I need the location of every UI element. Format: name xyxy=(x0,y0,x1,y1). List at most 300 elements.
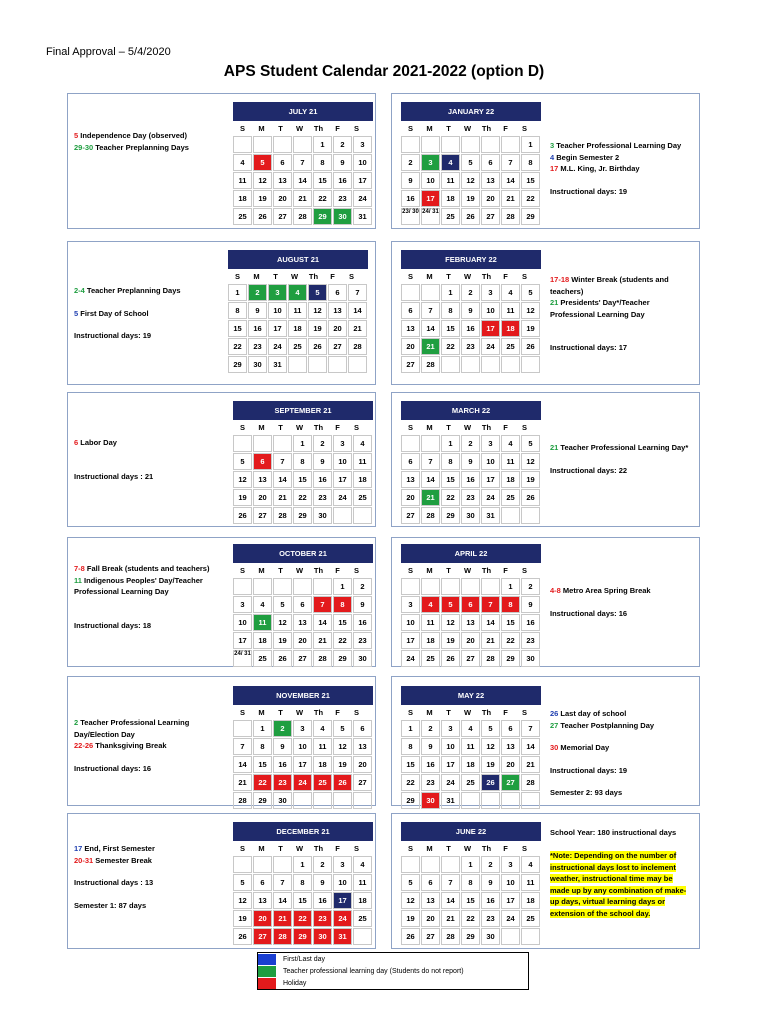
day-cell: 11 xyxy=(461,738,480,755)
day-cell: 8 xyxy=(501,596,520,613)
day-cell: 18 xyxy=(421,632,440,649)
day-cell: 13 xyxy=(401,471,420,488)
day-cell: 8 xyxy=(441,453,460,470)
day-cell: 22 xyxy=(521,190,540,207)
day-cell: 30 xyxy=(521,650,540,667)
day-cell: 20 xyxy=(401,338,420,355)
notes-january xyxy=(550,140,695,197)
day-cell: 7 xyxy=(348,284,367,301)
weekday-label: F xyxy=(335,844,340,853)
weekday-label: M xyxy=(426,844,433,853)
day-cell: 2 xyxy=(481,856,500,873)
day-cell: 22 xyxy=(441,489,460,506)
week-row xyxy=(401,856,541,874)
week-row xyxy=(228,338,368,356)
day-cell: 13 xyxy=(461,614,480,631)
note-line: made up by any combination of make- xyxy=(550,885,687,895)
weekday-label: S xyxy=(239,708,245,717)
calendar xyxy=(401,250,541,374)
note-line xyxy=(550,585,695,597)
week-row xyxy=(401,507,541,525)
week-row xyxy=(401,154,541,172)
note-line xyxy=(550,765,695,777)
day-cell: 15 xyxy=(293,892,312,909)
day-cell: 2 xyxy=(313,435,332,452)
note-text: Instructional days: 17 xyxy=(550,343,628,352)
weekday-label: Th xyxy=(313,708,324,717)
day-cell xyxy=(401,856,420,873)
day-cell: 20 xyxy=(293,632,312,649)
day-cell: 15 xyxy=(401,756,420,773)
week-row xyxy=(233,614,373,632)
note-line xyxy=(74,308,224,320)
day-cell xyxy=(273,136,292,153)
note-text: Instructional days: 22 xyxy=(550,465,628,475)
day-cell: 2 xyxy=(353,578,372,595)
day-cell: 24 xyxy=(401,650,420,667)
note-line xyxy=(550,442,695,454)
note-text: Thanksgiving Break xyxy=(93,741,167,750)
day-cell: 23 xyxy=(521,632,540,649)
note-text: Teacher Professional Learning Day* xyxy=(558,443,689,452)
day-cell: 25 xyxy=(353,910,372,927)
day-cell: 3 xyxy=(421,154,440,171)
week-row xyxy=(233,154,373,172)
weekday-label: S xyxy=(407,566,413,575)
calendar xyxy=(233,401,373,525)
day-cell: 14 xyxy=(348,302,367,319)
note-line xyxy=(550,186,695,198)
day-cell: 20 xyxy=(401,489,420,506)
day-cell: 22 xyxy=(461,910,480,927)
day-cell: 7 xyxy=(501,154,520,171)
weekday-label: Th xyxy=(481,272,492,281)
weekday-label: S xyxy=(353,708,359,717)
day-cell xyxy=(521,928,540,945)
day-cell: 10 xyxy=(501,874,520,891)
note-text: Semester 1: 87 days xyxy=(74,900,147,910)
week-row xyxy=(401,320,541,338)
day-cell: 11 xyxy=(288,302,307,319)
note-text: Labor Day xyxy=(78,438,117,447)
week-row xyxy=(233,792,373,810)
notes-april xyxy=(550,585,695,619)
day-cell: 14 xyxy=(421,471,440,488)
day-cell xyxy=(333,507,352,524)
day-cell: 10 xyxy=(268,302,287,319)
day-cell: 9 xyxy=(313,453,332,470)
weekday-label: W xyxy=(295,423,304,432)
weekday-label: T xyxy=(446,566,451,575)
day-cell: 2 xyxy=(461,284,480,301)
day-cell: 27 xyxy=(401,356,420,373)
day-cell: 11 xyxy=(233,172,252,189)
weekday-label: W xyxy=(463,423,472,432)
week-row xyxy=(233,489,373,507)
note-line xyxy=(550,286,695,298)
day-cell: 9 xyxy=(461,453,480,470)
day-cell: 17 xyxy=(333,892,352,909)
day-cell: 23/ 30 xyxy=(401,208,420,225)
week-row xyxy=(401,632,541,650)
legend-item xyxy=(258,965,528,977)
day-cell: 19 xyxy=(273,632,292,649)
day-cell: 21 xyxy=(348,320,367,337)
day-cell: 17 xyxy=(441,756,460,773)
day-cell xyxy=(481,136,500,153)
day-cell: 23 xyxy=(313,910,332,927)
day-cell: 19 xyxy=(461,190,480,207)
day-cell: 13 xyxy=(253,892,272,909)
weekday-label: M xyxy=(258,708,265,717)
day-cell: 26 xyxy=(401,928,420,945)
week-row xyxy=(233,435,373,453)
day-cell: 1 xyxy=(333,578,352,595)
day-cell: 4 xyxy=(501,284,520,301)
day-cell: 14 xyxy=(521,738,540,755)
day-cell: 9 xyxy=(401,172,420,189)
calendar xyxy=(401,686,541,810)
weekday-label: T xyxy=(278,708,283,717)
week-row xyxy=(233,720,373,738)
day-cell: 22 xyxy=(313,190,332,207)
day-cell: 6 xyxy=(253,874,272,891)
day-cell: 12 xyxy=(253,172,272,189)
day-cell: 12 xyxy=(521,453,540,470)
day-cell: 11 xyxy=(253,614,272,631)
day-cell: 28 xyxy=(313,650,332,667)
day-cell: 20 xyxy=(353,756,372,773)
day-cell: 13 xyxy=(353,738,372,755)
weekday-label: F xyxy=(503,423,508,432)
day-cell: 4 xyxy=(313,720,332,737)
day-cell: 13 xyxy=(328,302,347,319)
day-cell: 29 xyxy=(228,356,247,373)
day-cell xyxy=(501,928,520,945)
weekday-label: Th xyxy=(313,423,324,432)
note-dates: 17-18 xyxy=(550,275,570,284)
day-cell: 9 xyxy=(481,874,500,891)
week-row xyxy=(401,190,541,208)
day-cell: 18 xyxy=(521,892,540,909)
day-cell: 15 xyxy=(461,892,480,909)
day-cell: 29 xyxy=(461,928,480,945)
day-cell: 11 xyxy=(313,738,332,755)
day-cell: 25 xyxy=(441,208,460,225)
note-line xyxy=(550,465,695,477)
note-line: weather, instructional time may be xyxy=(550,874,673,883)
week-row xyxy=(401,356,541,374)
day-cell: 23 xyxy=(353,632,372,649)
weekday-label: S xyxy=(407,708,413,717)
day-cell: 14 xyxy=(501,172,520,189)
day-cell: 2 xyxy=(273,720,292,737)
note-text: Begin Semester 2 xyxy=(554,152,620,162)
note-dates: 21 xyxy=(550,443,559,452)
day-cell: 6 xyxy=(401,302,420,319)
day-cell: 23 xyxy=(481,910,500,927)
day-cell: 12 xyxy=(481,738,500,755)
weekday-label: S xyxy=(239,566,245,575)
day-cell xyxy=(293,578,312,595)
day-cell xyxy=(461,578,480,595)
day-cell: 19 xyxy=(481,756,500,773)
weekday-label: T xyxy=(278,844,283,853)
day-cell: 2 xyxy=(421,720,440,737)
weekday-label: M xyxy=(426,566,433,575)
day-cell: 14 xyxy=(441,892,460,909)
week-row xyxy=(401,136,541,154)
month-title: JUNE 22 xyxy=(401,822,541,841)
day-cell: 9 xyxy=(333,154,352,171)
day-cell: 5 xyxy=(253,154,272,171)
day-cell: 19 xyxy=(233,910,252,927)
note-line xyxy=(550,274,695,286)
day-cell: 8 xyxy=(521,154,540,171)
legend xyxy=(257,952,529,990)
day-cell: 28 xyxy=(348,338,367,355)
day-cell: 5 xyxy=(273,596,292,613)
day-cell: 14 xyxy=(273,471,292,488)
day-cell: 12 xyxy=(461,172,480,189)
day-cell: 30 xyxy=(313,928,332,945)
weekday-label: S xyxy=(239,423,245,432)
day-cell: 15 xyxy=(253,756,272,773)
day-cell: 30 xyxy=(461,507,480,524)
day-cell xyxy=(481,792,500,809)
day-cell: 20 xyxy=(273,190,292,207)
day-cell: 23 xyxy=(333,190,352,207)
day-cell: 12 xyxy=(521,302,540,319)
day-cell: 4 xyxy=(441,154,460,171)
day-cell: 19 xyxy=(401,910,420,927)
day-cell xyxy=(401,435,420,452)
note-line: extension of the school day. xyxy=(550,908,651,918)
week-row xyxy=(401,208,541,226)
legend-label: First/Last day xyxy=(283,955,326,963)
day-cell xyxy=(293,792,312,809)
note-dates: 27 xyxy=(550,720,559,730)
day-cell xyxy=(401,136,420,153)
note-text: First Day of School xyxy=(78,308,149,318)
day-cell: 19 xyxy=(521,471,540,488)
day-cell: 3 xyxy=(333,435,352,452)
day-cell: 30 xyxy=(421,792,440,809)
day-cell: 4 xyxy=(288,284,307,301)
day-cell: 16 xyxy=(401,190,420,207)
day-cell: 28 xyxy=(501,208,520,225)
day-cell: 29 xyxy=(293,507,312,524)
day-cell: 17 xyxy=(481,471,500,488)
day-cell: 26 xyxy=(521,489,540,506)
calendar xyxy=(401,544,541,668)
weekday-label: T xyxy=(278,124,283,133)
day-cell: 26 xyxy=(233,928,252,945)
week-row xyxy=(401,650,541,668)
day-cell: 7 xyxy=(273,453,292,470)
note-text: Metro Area Spring Break xyxy=(560,586,651,595)
day-cell: 11 xyxy=(501,453,520,470)
day-cell: 6 xyxy=(293,596,312,613)
day-cell: 17 xyxy=(333,471,352,488)
day-cell: 19 xyxy=(233,489,252,506)
weekday-label: Th xyxy=(481,844,492,853)
day-cell: 20 xyxy=(501,756,520,773)
weekday-label: S xyxy=(353,844,359,853)
day-cell: 25 xyxy=(288,338,307,355)
day-cell: 7 xyxy=(481,596,500,613)
weekday-label: W xyxy=(463,844,472,853)
note-dates: 2 xyxy=(74,718,79,727)
day-cell: 26 xyxy=(521,338,540,355)
day-cell: 20 xyxy=(481,190,500,207)
note-text: Day/Election Day xyxy=(74,729,135,739)
day-cell: 11 xyxy=(353,874,372,891)
day-cell: 27 xyxy=(293,650,312,667)
day-cell: 18 xyxy=(441,190,460,207)
day-cell xyxy=(273,856,292,873)
day-cell: 8 xyxy=(401,738,420,755)
day-cell: 5 xyxy=(521,284,540,301)
week-row xyxy=(401,471,541,489)
day-cell: 22 xyxy=(293,489,312,506)
day-cell: 3 xyxy=(268,284,287,301)
week-row xyxy=(233,507,373,525)
legend-label: Teacher professional learning day (Students do not report) xyxy=(283,967,464,975)
day-cell xyxy=(441,578,460,595)
day-cell: 28 xyxy=(273,507,292,524)
day-cell: 18 xyxy=(353,892,372,909)
day-cell: 24/ 31 xyxy=(233,650,252,667)
day-cell: 10 xyxy=(333,874,352,891)
note-dates: 5 xyxy=(74,131,79,140)
day-cell: 14 xyxy=(481,614,500,631)
day-cell: 10 xyxy=(353,154,372,171)
day-cell: 10 xyxy=(481,453,500,470)
day-cell: 12 xyxy=(333,738,352,755)
day-cell: 18 xyxy=(253,632,272,649)
weekday-label: T xyxy=(446,124,451,133)
day-cell: 8 xyxy=(313,154,332,171)
day-cell: 26 xyxy=(333,774,352,791)
day-cell: 8 xyxy=(441,302,460,319)
note-line xyxy=(74,729,229,741)
notes-november xyxy=(74,717,229,774)
day-cell: 3 xyxy=(501,856,520,873)
day-cell xyxy=(481,578,500,595)
note-dates: 4-8 xyxy=(550,586,561,595)
day-cell: 28 xyxy=(273,928,292,945)
day-cell: 28 xyxy=(421,507,440,524)
weekday-label: M xyxy=(258,124,265,133)
weekday-label: W xyxy=(463,566,472,575)
day-cell xyxy=(421,284,440,301)
note-dates: 7-8 xyxy=(74,564,85,573)
notes-july xyxy=(74,130,229,153)
weekday-label: Th xyxy=(481,708,492,717)
weekday-label: F xyxy=(335,124,340,133)
note-line xyxy=(550,297,695,309)
week-row xyxy=(401,284,541,302)
legend-swatch-teacher-pl xyxy=(258,966,276,977)
day-cell: 6 xyxy=(481,154,500,171)
day-cell: 22 xyxy=(253,774,272,791)
weekday-label: W xyxy=(295,708,304,717)
weekday-label: W xyxy=(290,272,299,281)
note-dates: 3 xyxy=(550,141,555,150)
day-cell: 26 xyxy=(308,338,327,355)
day-cell: 24 xyxy=(501,910,520,927)
day-cell: 27 xyxy=(401,507,420,524)
day-cell: 4 xyxy=(253,596,272,613)
notes-october xyxy=(74,563,229,631)
weekday-label: W xyxy=(463,272,472,281)
weekday-label: M xyxy=(426,272,433,281)
day-cell: 24 xyxy=(441,774,460,791)
note-text: Instructional days: 19 xyxy=(74,331,152,340)
day-cell: 26 xyxy=(273,650,292,667)
day-cell xyxy=(521,792,540,809)
note-text: Teacher Professional Learning Day xyxy=(554,141,682,150)
day-cell: 31 xyxy=(481,507,500,524)
day-cell: 11 xyxy=(441,172,460,189)
note-line xyxy=(550,742,695,754)
note-dates: 20-31 xyxy=(74,855,94,865)
day-cell: 25 xyxy=(501,338,520,355)
note-dates: 22-26 xyxy=(74,741,94,750)
day-cell: 17 xyxy=(481,320,500,337)
day-cell: 16 xyxy=(273,756,292,773)
day-cell: 21 xyxy=(441,910,460,927)
note-text: Instructional days: 19 xyxy=(550,765,628,775)
week-row xyxy=(401,578,541,596)
school-year-total: School Year: 180 instructional days xyxy=(550,828,677,837)
note-line xyxy=(74,763,229,775)
day-cell: 16 xyxy=(481,892,500,909)
day-cell xyxy=(333,792,352,809)
day-cell xyxy=(233,136,252,153)
day-cell: 6 xyxy=(353,720,372,737)
day-cell: 3 xyxy=(481,435,500,452)
day-cell: 3 xyxy=(441,720,460,737)
day-cell: 10 xyxy=(441,738,460,755)
day-cell xyxy=(421,856,440,873)
day-cell: 5 xyxy=(401,874,420,891)
calendar xyxy=(401,822,541,946)
day-cell: 2 xyxy=(333,136,352,153)
day-cell: 8 xyxy=(253,738,272,755)
week-row xyxy=(233,892,373,910)
day-cell: 16 xyxy=(313,471,332,488)
day-cell: 22 xyxy=(333,632,352,649)
note-text: Instructional days : 13 xyxy=(74,878,154,887)
day-cell: 30 xyxy=(313,507,332,524)
weekday-label: W xyxy=(295,566,304,575)
day-cell: 25 xyxy=(461,774,480,791)
weekday-label: W xyxy=(463,708,472,717)
day-cell: 3 xyxy=(401,596,420,613)
day-cell: 29 xyxy=(441,507,460,524)
day-cell: 20 xyxy=(253,910,272,927)
day-cell: 15 xyxy=(293,471,312,488)
day-cell: 26 xyxy=(253,208,272,225)
week-row xyxy=(233,650,373,668)
day-cell: 25 xyxy=(313,774,332,791)
weekday-label: T xyxy=(273,272,278,281)
note-dates: 29-30 xyxy=(74,142,94,152)
day-cell: 5 xyxy=(521,435,540,452)
day-cell: 15 xyxy=(441,471,460,488)
